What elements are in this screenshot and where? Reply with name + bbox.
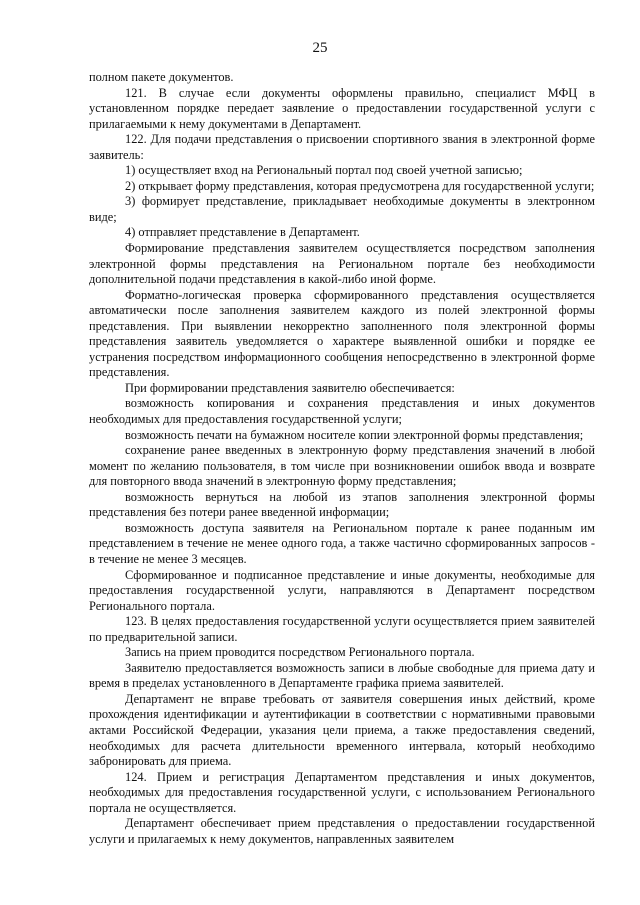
- list-item: 3) формирует представление, прикладывает необходимые документы в электронном виде;: [89, 194, 595, 224]
- paragraph: 122. Для подачи представления о присвоении спортивного звания в электронной форме заявитель:: [89, 132, 595, 162]
- list-item: возможность копирования и сохранения представления и иных документов необходимых для предоставления государственной услуги;: [89, 396, 595, 427]
- list-item: сохранение ранее введенных в электронную форму представления значений в любой момент по желанию пользователя, в том числе при возникновении ошибок ввода и возврате для повторного ввода значений в электронную форму представления;: [89, 443, 595, 489]
- paragraph: Сформированное и подписанное представление и иные документы, необходимые для предоставления государственной услуги, направляются в Департамент посредством Регионального портала.: [89, 567, 595, 613]
- list-item: 4) отправляет представление в Департамент.: [125, 225, 360, 240]
- paragraph: Форматно-логическая проверка сформированного представления осуществляется автоматически после заполнения заявителем каждого из полей электронной формы представления. При выявлении некорректно заполненного поля электронной формы представления заявитель уведомляется о характере выявленной ошибки и порядке ее устранения посредством информационного сообщения непосредственно в электронной форме представления.: [89, 287, 595, 380]
- document-body: [89, 70, 595, 847]
- paragraph: Формирование представления заявителем осуществляется посредством заполнения электронной формы представления на Региональном портале без необходимости дополнительной подачи представления в какой-либо иной форме.: [89, 241, 595, 287]
- paragraph: 124. Прием и регистрация Департаментом представления и иных документов, необходимых для предоставления государственной услуги, с использованием Регионального портала не осуществляется.: [89, 769, 595, 815]
- paragraph: Департамент обеспечивает прием представления о предоставлении государственной услуги и прилагаемых к нему документов, направленных заявителем: [89, 816, 595, 846]
- page-number: 25: [312, 40, 328, 56]
- paragraph: полном пакете документов.: [89, 70, 234, 84]
- paragraph: 121. В случае если документы оформлены правильно, специалист МФЦ в установленном порядке передает заявление о предоставлении государственной услуги с прилагаемыми к нему документами в Департамент.: [89, 85, 595, 131]
- paragraph: Запись на прием проводится посредством Регионального портала.: [125, 645, 475, 660]
- paragraph: Заявителю предоставляется возможность записи в любые свободные для приема дату и время в пределах установленного в Департаменте графика приема заявителей.: [89, 660, 595, 691]
- list-item: возможность доступа заявителя на Региональном портале к ранее поданным им представлением в течение не менее одного года, а также частично сформированных запросов - в течение не менее 3 месяцев.: [89, 520, 595, 566]
- paragraph: При формировании представления заявителю обеспечивается:: [125, 380, 455, 395]
- list-item: 1) осуществляет вход на Региональный портал под своей учетной записью;: [125, 163, 523, 178]
- list-item: 2) открывает форму представления, которая предусмотрена для государственной услуги;: [125, 178, 595, 193]
- paragraph: 123. В целях предоставления государственной услуги осуществляется прием заявителей по предварительной записи.: [89, 614, 595, 644]
- list-item: возможность вернуться на любой из этапов заполнения электронной формы представления без потери ранее введенной информации;: [89, 489, 595, 520]
- list-item: возможность печати на бумажном носителе копии электронной формы представления;: [125, 427, 584, 442]
- paragraph: Департамент не вправе требовать от заявителя совершения иных действий, кроме прохождения идентификации и аутентификации в соответствии с нормативными правовыми актами Российской Федерации, указания цели приема, а также предоставления сведений, необходимых для расчета длительности временного интервала, который необходимо забронировать для приема.: [89, 691, 595, 769]
